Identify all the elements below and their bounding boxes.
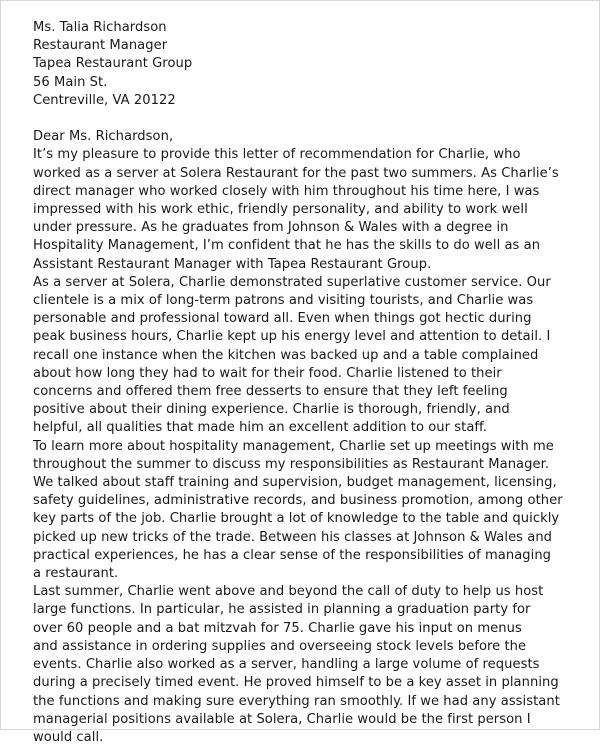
text-line: Hospitality Management, I’m confident that he has the skills to do well as an [33,238,541,254]
text-line: practical experiences, he has a clear sense of the responsibilities of managing [33,547,552,563]
text-line: over 60 people and a bat mitzvah for 75. Charlie gave his input on menus [33,620,522,636]
text-line: about how long they had to wait for their food. Charlie listened to their [33,365,502,381]
text-line: We talked about staff training and supervision, budget management, licensing, [33,475,557,491]
text-line: would call. [33,729,104,745]
text-line: a restaurant. [33,566,119,582]
text-line: events. Charlie also worked as a server, handling a large volume of requests [33,657,540,673]
salutation: Dear Ms. Richardson, [33,129,174,145]
text-line: positive about their dining experience. Charlie is thorough, friendly, and [33,402,510,418]
paragraph-management-learning [33,438,585,584]
text-line: Assistant Restaurant Manager with Tapea Restaurant Group. [33,256,432,272]
text-line: large functions. In particular, he assisted in planning a graduation party for [33,602,531,618]
text-line: clientele is a mix of long-term patrons and visiting tourists, and Charlie was [33,293,534,309]
text-line: personable and professional toward all. Even when things got hectic during [33,311,532,327]
text-line: safety guidelines, administrative records, and business promotion, among other [33,493,563,509]
text-line: concerns and offered them free desserts to ensure that they left feeling [33,384,508,400]
text-line: To learn more about hospitality management, Charlie set up meetings with me [33,438,554,454]
text-line: recall one instance when the kitchen was backed up and a table complained [33,347,539,363]
text-line: It’s my pleasure to provide this letter of recommendation for Charlie, who [33,147,521,163]
recipient-title: Restaurant Manager [33,38,168,54]
text-line: picked up new tricks of the trade. Between his classes at Johnson & Wales and [33,529,553,545]
recipient-name: Ms. Talia Richardson [33,20,167,35]
paragraph-events [33,583,585,747]
text-line: key parts of the job. Charlie brought a lot of knowledge to the table and quickly [33,511,560,527]
recipient-company: Tapea Restaurant Group [33,56,193,72]
text-line: throughout the summer to discuss my responsibilities as Restaurant Manager. [33,456,550,472]
paragraph-introduction [33,146,585,273]
text-line: under pressure. As he graduates from Johnson & Wales with a degree in [33,220,509,236]
paragraph-customer-service [33,274,585,438]
text-line: As a server at Solera, Charlie demonstrated superlative customer service. Our [33,274,551,290]
text-line: and assistance in ordering supplies and overseeing stock levels before the [33,638,527,654]
text-line: direct manager who worked closely with him throughout his time here, I was [33,183,540,199]
text-line: managerial positions available at Solera, Charlie would be the first person I [33,711,531,727]
recipient-address [33,19,585,110]
recipient-street: 56 Main St. [33,74,108,90]
text-line: impressed with his work ethic, friendly personality, and ability to work well [33,202,528,218]
letter-content [33,19,585,747]
text-line: during a precisely timed event. He proved himself to be a key asset in planning [33,675,559,691]
text-line: worked as a server at Solera Restaurant for the past two summers. As Charlie’s [33,165,559,181]
text-line: peak business hours, Charlie kept up his energy level and attention to detail. I [33,329,551,345]
text-line: the functions and making sure everything ran smoothly. If we had any assistant [33,693,560,709]
text-line: helpful, all qualities that made him an excellent addition to our staff. [33,420,487,436]
text-line: Last summer, Charlie went above and beyond the call of duty to help us host [33,584,544,600]
recipient-city-state-zip: Centreville, VA 20122 [33,92,176,108]
